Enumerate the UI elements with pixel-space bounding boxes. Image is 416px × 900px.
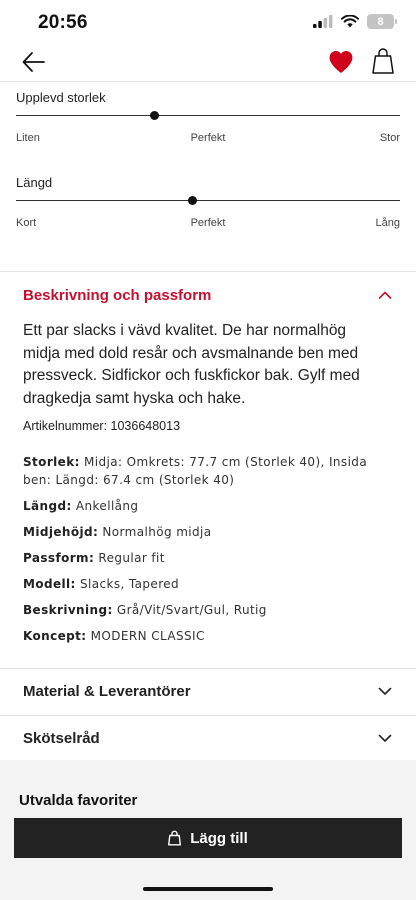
heart-icon <box>327 48 355 76</box>
perceived-size-label-small: Liten <box>16 132 40 144</box>
spec-key: Längd: <box>23 498 72 513</box>
length-label-long: Lång <box>375 217 400 229</box>
spec-key: Storlek: <box>23 455 80 469</box>
signal-icon <box>313 15 333 28</box>
length-label-short: Kort <box>16 217 37 229</box>
length-title: Längd <box>16 175 53 190</box>
accordion-care-title: Skötselråd <box>23 730 100 747</box>
accordion-care-header[interactable] <box>0 716 416 762</box>
arrow-left-icon <box>20 48 48 76</box>
length-scale <box>16 175 400 231</box>
product-specs <box>23 454 373 654</box>
featured-title: Utvalda favoriter <box>19 792 138 809</box>
perceived-size-scale <box>16 90 400 146</box>
accordion-material-header[interactable] <box>0 669 416 715</box>
perceived-size-track <box>16 115 400 116</box>
perceived-size-label-large: Stor <box>379 132 400 144</box>
spec-key: Beskrivning: <box>23 602 113 617</box>
spec-value: Normalhög midja <box>102 524 212 539</box>
product-description: Ett par slacks i vävd kvalitet. De har normalhög midja med dold resår och avsmalnande ben med pressveck. Sidfickor och fuskfickor bak. Gylf med dragkedja samt hyska och hake. <box>23 322 360 407</box>
back-button[interactable] <box>20 48 48 76</box>
favorite-button[interactable] <box>327 48 355 76</box>
spec-row <box>23 602 373 620</box>
spec-value: Regular fit <box>98 550 165 565</box>
spec-row <box>23 524 373 542</box>
spec-row <box>23 576 373 594</box>
spec-value: MODERN CLASSIC <box>90 629 205 644</box>
battery-icon: 8 <box>367 14 394 29</box>
spec-key: Passform: <box>23 550 95 565</box>
spec-key: Modell: <box>23 576 76 591</box>
perceived-size-marker <box>150 111 159 120</box>
spec-value: Midja: Omkrets: 77.7 cm (Storlek 40), Insida ben: Längd: 67.4 cm (Storlek 40) <box>23 455 368 487</box>
chevron-up-icon <box>378 290 392 300</box>
length-labels <box>16 217 400 231</box>
spec-value: Ankellång <box>75 498 139 513</box>
status-bar <box>0 0 416 44</box>
perceived-size-labels <box>16 132 400 146</box>
add-to-bag-label: Lägg till <box>190 829 248 847</box>
divider <box>0 271 416 272</box>
spec-value: Grå/Vit/Svart/Gul, Rutig <box>116 602 267 617</box>
spec-row <box>23 454 373 489</box>
perceived-size-label-perfect: Perfekt <box>190 132 226 144</box>
spec-key: Midjehöjd: <box>23 524 99 539</box>
nav-bar <box>0 44 416 82</box>
chevron-down-icon <box>378 686 392 696</box>
wifi-icon <box>341 15 359 28</box>
spec-row <box>23 628 373 646</box>
length-label-perfect: Perfekt <box>190 217 226 229</box>
perceived-size-title: Upplevd storlek <box>16 90 106 105</box>
home-indicator[interactable] <box>143 887 273 891</box>
article-number: Artikelnummer: 1036648013 <box>23 419 181 433</box>
accordion-material-title: Material & Leverantörer <box>23 683 191 700</box>
status-time: 20:56 <box>38 12 88 33</box>
spec-row <box>23 550 373 568</box>
spec-key: Koncept: <box>23 629 87 644</box>
add-to-bag-button[interactable] <box>14 818 402 858</box>
length-marker <box>188 196 197 205</box>
chevron-down-icon <box>378 733 392 743</box>
spec-row <box>23 498 373 516</box>
accordion-description-header[interactable] <box>0 273 416 319</box>
shopping-bag-icon <box>371 46 395 76</box>
accordion-description-title: Beskrivning och passform <box>23 287 212 304</box>
length-track <box>16 200 400 201</box>
status-icons <box>313 14 394 29</box>
shopping-bag-button[interactable] <box>371 46 395 76</box>
shopping-bag-icon <box>168 830 181 846</box>
spec-value: Slacks, Tapered <box>79 576 180 591</box>
